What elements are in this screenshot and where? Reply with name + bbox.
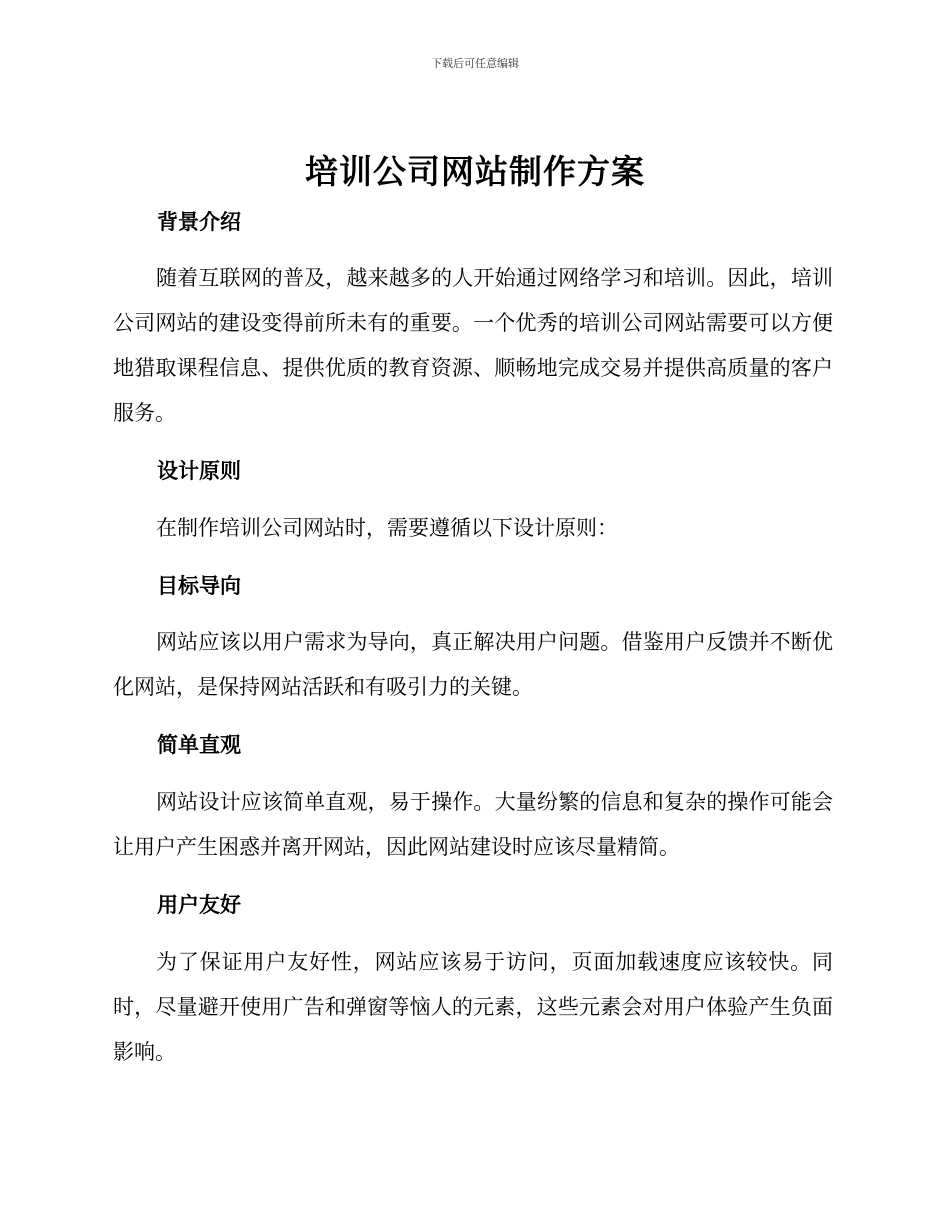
header-note: 下载后可任意编辑	[431, 57, 519, 70]
section-heading-simple-intuitive: 简单直观	[157, 733, 241, 757]
section-heading-design-principles: 设计原则	[157, 459, 241, 483]
document-title: 培训公司网站制作方案	[305, 152, 645, 191]
section-body-simple-intuitive: 网站设计应该简单直观，易于操作。大量纷繁的信息和复杂的操作可能会让用户产生困惑并离开网站，因此网站建设时应该尽量精简。	[113, 790, 833, 859]
section-body-background: 随着互联网的普及，越来越多的人开始通过网络学习和培训。因此，培训公司网站的建设变得前所未有的重要。一个优秀的培训公司网站需要可以方便地猎取课程信息、提供优质的教育资源、顺畅地完成交易并提供高质量的客户服务。	[113, 266, 833, 425]
section-heading-goal-oriented: 目标导向	[157, 574, 241, 598]
section-heading-user-friendly: 用户友好	[157, 893, 241, 917]
section-body-user-friendly: 为了保证用户友好性，网站应该易于访问，页面加载速度应该较快。同时，尽量避开使用广告和弹窗等恼人的元素，这些元素会对用户体验产生负面影响。	[113, 950, 833, 1064]
section-body-design-principles: 在制作培训公司网站时，需要遵循以下设计原则：	[156, 516, 618, 540]
section-heading-background: 背景介绍	[157, 210, 241, 234]
section-body-goal-oriented: 网站应该以用户需求为导向，真正解决用户问题。借鉴用户反馈并不断优化网站，是保持网站活跃和有吸引力的关键。	[113, 630, 833, 699]
